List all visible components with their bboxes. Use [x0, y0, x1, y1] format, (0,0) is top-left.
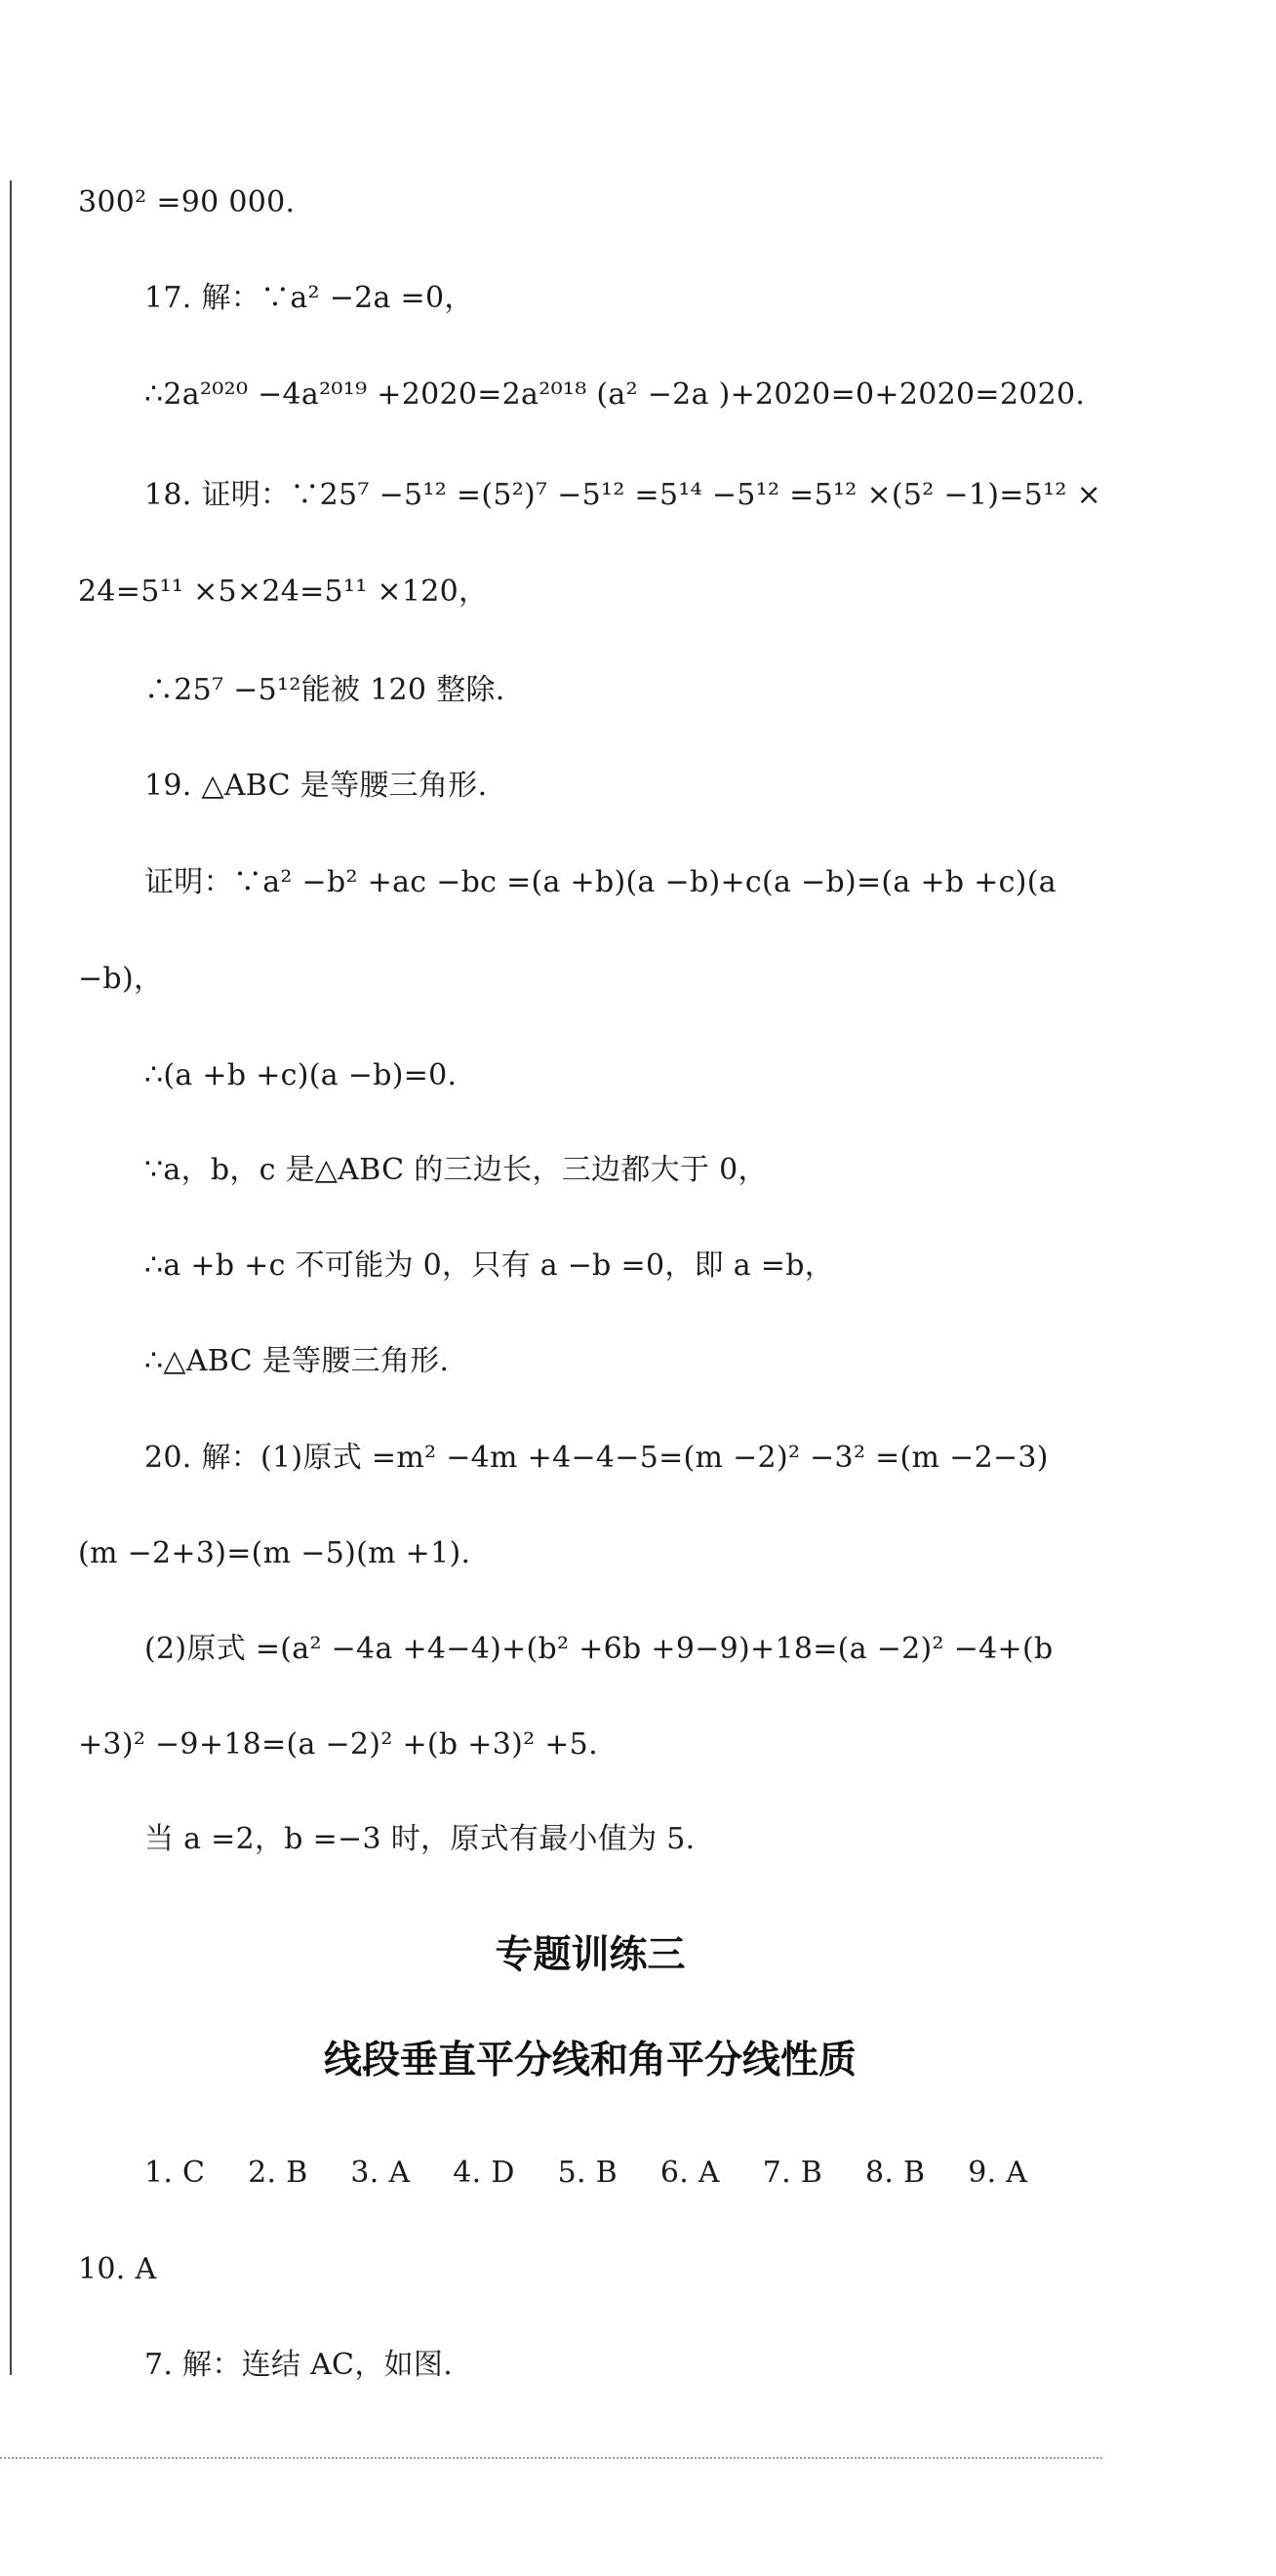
text-line-13: ∴△ABC 是等腰三角形. [144, 1344, 450, 1378]
section-title: 专题训练三 [495, 1933, 686, 1977]
bottom-dotted-rule [0, 2457, 1102, 2459]
text-line-17: +3)² −9+18=(a −2)² +(b +3)² +5. [78, 1727, 598, 1762]
answer-3: 3. A [350, 2156, 411, 2190]
text-line-4: 18. 证明：∵25⁷ −5¹² =(5²)⁷ −5¹² =5¹⁴ −5¹² =5¹² ×(5² −1)=5¹² × [144, 478, 1102, 512]
section-subtitle: 线段垂直平分线和角平分线性质 [323, 2039, 857, 2082]
answer-5: 5. B [557, 2156, 618, 2190]
answer-6: 6. A [659, 2156, 720, 2190]
answer-row [144, 2154, 1027, 2193]
text-line-9: −b)， [78, 962, 164, 996]
text-line-2: 17. 解：∵a² −2a =0， [144, 281, 474, 315]
answer-8: 8. B [864, 2156, 926, 2190]
answer-9: 9. A [968, 2156, 1028, 2190]
answer-1: 1. C [144, 2156, 206, 2190]
answer-4: 4. D [453, 2156, 515, 2190]
text-line-12: ∴a +b +c 不可能为 0，只有 a −b =0，即 a =b， [144, 1248, 835, 1283]
text-line-1: 300² =90 000. [78, 185, 296, 219]
text-line-7: 19. △ABC 是等腰三角形. [144, 769, 488, 803]
answer-2: 2. B [248, 2156, 308, 2190]
answer-7: 7. B [762, 2156, 823, 2190]
text-line-19: 10. A [78, 2252, 157, 2286]
text-line-15: (m −2+3)=(m −5)(m +1). [78, 1536, 471, 1570]
text-line-20: 7. 解：连结 AC，如图. [144, 2348, 454, 2382]
text-line-14: 20. 解：(1)原式 =m² −4m +4−4−5=(m −2)² −3² =(m −2−3) [144, 1441, 1049, 1475]
text-line-10: ∴(a +b +c)(a −b)=0. [144, 1058, 458, 1092]
text-line-8: 证明：∵a² −b² +ac −bc =(a +b)(a −b)+c(a −b)=(a +b +c)(a [144, 865, 1057, 899]
text-line-5: 24=5¹¹ ×5×24=5¹¹ ×120， [78, 575, 489, 609]
text-line-11: ∵a，b，c 是△ABC 的三边长，三边都大于 0， [144, 1153, 768, 1187]
text-line-3: ∴2a²⁰²⁰ −4a²⁰¹⁹ +2020=2a²⁰¹⁸ (a² −2a )+2020=0+2020=2020. [144, 377, 1086, 412]
text-line-6: ∴25⁷ −5¹²能被 120 整除. [144, 673, 505, 707]
text-line-18: 当 a =2，b =−3 时，原式有最小值为 5. [144, 1822, 696, 1856]
text-line-16: (2)原式 =(a² −4a +4−4)+(b² +6b +9−9)+18=(a −2)² −4+(b [144, 1632, 1054, 1666]
